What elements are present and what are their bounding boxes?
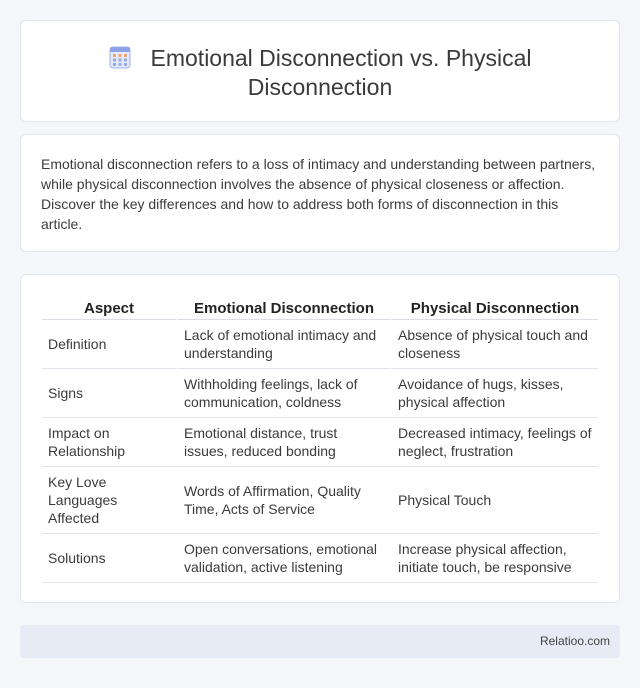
row-aspect: Signs	[42, 369, 176, 418]
row-emotional: Lack of emotional intimacy and understanding	[176, 320, 390, 369]
row-aspect: Impact on Relationship	[42, 418, 176, 467]
row-aspect: Definition	[42, 320, 176, 369]
column-header-emotional: Emotional Disconnection	[176, 295, 390, 320]
intro-card	[20, 134, 620, 252]
title-line-2: Disconnection	[247, 74, 393, 100]
table-row	[42, 418, 598, 467]
column-header-aspect: Aspect	[42, 295, 176, 320]
row-physical: Absence of physical touch and closeness	[390, 320, 598, 369]
calendar-grid-icon	[109, 45, 131, 69]
table-row	[42, 467, 598, 534]
row-physical: Avoidance of hugs, kisses, physical affection	[390, 369, 598, 418]
comparison-table	[42, 295, 598, 583]
row-emotional: Words of Affirmation, Quality Time, Acts of Service	[176, 467, 390, 534]
row-emotional: Open conversations, emotional validation, active listening	[176, 534, 390, 583]
row-physical: Increase physical affection, initiate touch, be responsive	[390, 534, 598, 583]
row-physical: Physical Touch	[390, 467, 598, 534]
column-header-physical: Physical Disconnection	[390, 295, 598, 320]
table-header-row	[42, 295, 598, 320]
row-emotional: Withholding feelings, lack of communication, coldness	[176, 369, 390, 418]
title-line-1: Emotional Disconnection vs. Physical	[150, 45, 532, 71]
footer-brand[interactable]: Relatioo.com	[539, 634, 610, 648]
title-card	[20, 20, 620, 122]
row-emotional: Emotional distance, trust issues, reduced bonding	[176, 418, 390, 467]
comparison-card	[20, 274, 620, 603]
table-row	[42, 320, 598, 369]
footer	[20, 625, 620, 658]
intro-text: Emotional disconnection refers to a loss of intimacy and understanding between partners, while physical disconnection involves the absence of physical closeness or affection. Discover the key differences and how to address both forms of disconnection in this article.	[41, 156, 596, 232]
row-physical: Decreased intimacy, feelings of neglect, frustration	[390, 418, 598, 467]
page-title	[21, 44, 619, 102]
table-row	[42, 534, 598, 583]
row-aspect: Solutions	[42, 534, 176, 583]
table-row	[42, 369, 598, 418]
row-aspect: Key Love Languages Affected	[42, 467, 176, 534]
